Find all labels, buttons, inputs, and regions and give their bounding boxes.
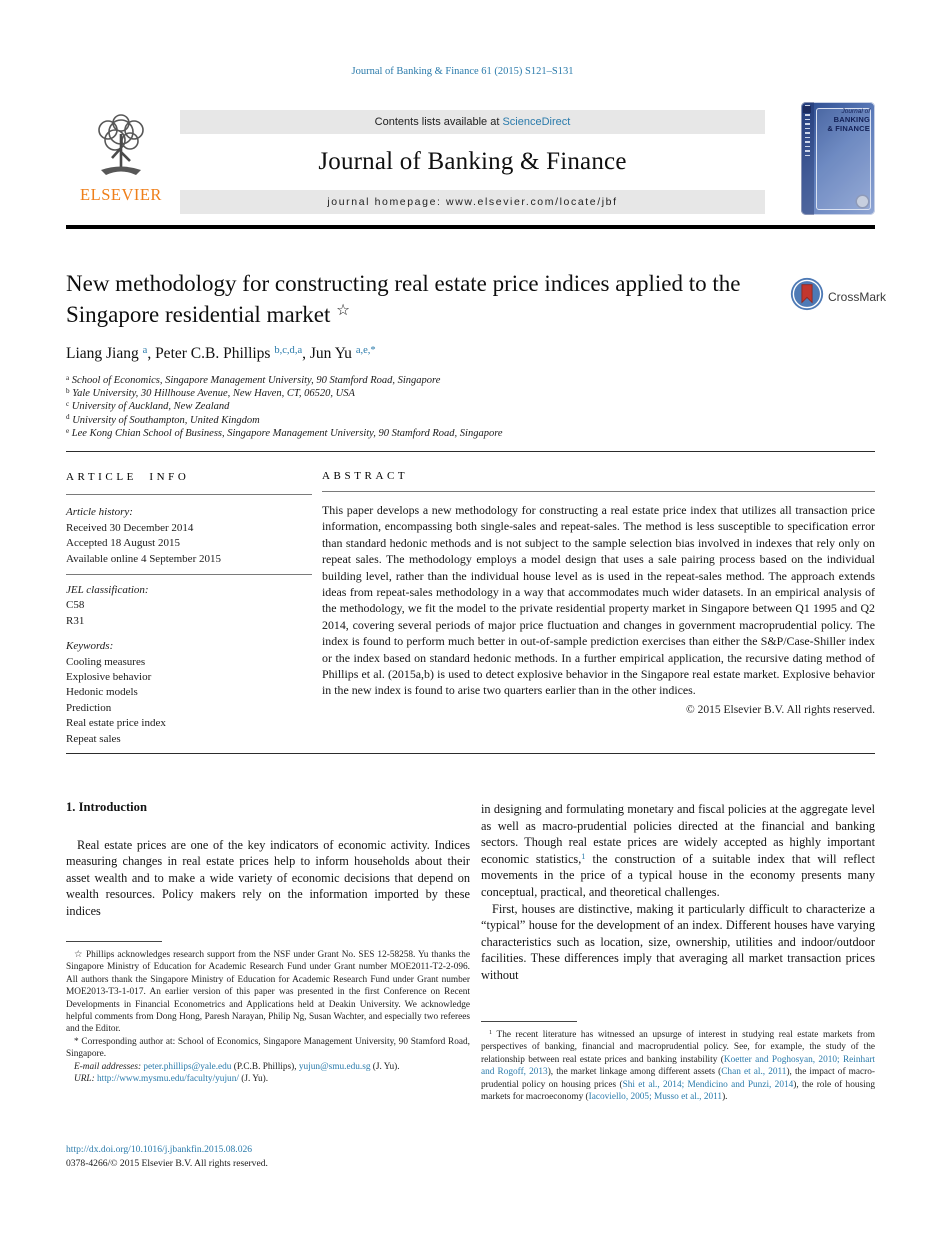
crossmark-label: CrossMark bbox=[828, 289, 887, 304]
url-line: URL: http://www.mysmu.edu/faculty/yujun/ (J. Yu). bbox=[74, 1074, 269, 1085]
masthead-journal-title: Journal of Banking & Finance bbox=[318, 148, 627, 175]
journal-masthead bbox=[66, 108, 875, 216]
elsevier-wordmark: ELSEVIER bbox=[80, 185, 162, 204]
inline-link[interactable]: 1 bbox=[581, 852, 586, 862]
crossmark-icon bbox=[790, 277, 824, 316]
journal-cover-thumbnail[interactable] bbox=[801, 102, 875, 215]
abstract-header: ABSTRACT bbox=[322, 470, 409, 482]
affiliation-line: $^c$ University of Auckland, New Zealand bbox=[66, 400, 230, 413]
footnote-divider bbox=[481, 1021, 577, 1022]
history-line: Available online 4 September 2015 bbox=[66, 552, 221, 565]
affiliation-line: $^d$ University of Southampton, United Kingdom bbox=[66, 413, 260, 426]
inline-link[interactable]: a,e,* bbox=[355, 345, 376, 357]
masthead-journal-title-row bbox=[180, 134, 765, 190]
elsevier-logo[interactable] bbox=[66, 108, 176, 216]
cover-barcode bbox=[803, 106, 811, 113]
article-title: New methodology for constructing real estate price indices applied to the Singapore residential market ☆ bbox=[66, 271, 741, 327]
journal-citation-link[interactable]: Journal of Banking & Finance 61 (2015) S121–S131 bbox=[351, 66, 574, 77]
intro-paragraph: Real estate prices are one of the key indicators of economic activity. Indices measuring changes in real estate prices help to inform households about their asset wealth and to make a wide variety of economic decisions that depend on wealth resources. Policy makers rely on the information imported by these indices bbox=[66, 837, 470, 918]
keywords-label: Keywords: bbox=[66, 640, 114, 653]
inline-link[interactable]: yujun@smu.edu.sg bbox=[298, 1061, 371, 1072]
keyword: Cooling measures bbox=[66, 655, 146, 668]
inline-link[interactable]: http://www.mysmu.edu/faculty/yujun/ bbox=[96, 1074, 239, 1085]
masthead-divider-bar bbox=[66, 225, 875, 229]
affiliations-block bbox=[66, 374, 826, 440]
right-footnote-block bbox=[481, 1021, 875, 1103]
cover-title: Journal of BANKING & FINANCE bbox=[827, 108, 870, 133]
inline-link[interactable]: Shi et al., 2014; Mendicino and Punzi, 2014 bbox=[622, 1079, 794, 1090]
abstract-bottom-rule bbox=[66, 753, 875, 754]
left-footnote-block bbox=[66, 941, 470, 1085]
body-left-column bbox=[66, 799, 470, 920]
article-info-header: ARTICLE INFO bbox=[66, 471, 190, 483]
info-section-top-rule bbox=[66, 451, 875, 452]
contents-lists-line[interactable]: Contents lists available at ScienceDirect bbox=[180, 110, 765, 134]
body-right-column bbox=[481, 801, 875, 984]
history-label: Article history: bbox=[66, 506, 133, 519]
footnote-1: $^1$ The recent literature has witnessed an upsurge of interest in studying real estate markets from perspectives of banking, financial and macroprudential policy. See, for example, the study of the relationship between real estate prices and banking instability (Koetter and Poghosyan, 2010; Reinhart and Rogoff, 2013), the market linkage among different assets (Chan et al., 2011), the impact of macro-prudential policy on housing prices (Shi et al., 2014; Mendicino and Punzi, 2014), the role of housing markets for macroeconomy (Iacoviello, 2005; Musso et al., 2011). bbox=[481, 1029, 875, 1103]
abstract-text: This paper develops a new methodology for constructing a real estate price index that utilizes all transaction price information, encompassing both single-sales and repeat-sales. The method is less susceptible to specification error than standard hedonic methods and is not subject to the sample selection bias involved in indexes that rely only on repeat sales. The methodology employs a model design that uses a sale pairing process based on the individual building level, rather than the individual house level as is used in the repeat-sales method. The approach extends ideas from repeat-sales methodology in a way that accommodates much wider datasets. In an empirical analysis of the methodology, we fit the model to the private residential property market in Singapore between Q1 1995 and Q2 2014, covering several periods of major price fluctuation and changes in government macroprudential policy. The index is found to perform much better in out-of-sample prediction exercises than either the S&P/Case-Shiller index or the index based on standard hedonic methods. In a further empirical application, the recursive dating method of Phillips et al. (2015a,b) is used to detect explosive behavior in the Singapore real estate market. Explosive behavior in the new index is found to arise two quarters earlier than in the other indices. bbox=[322, 503, 875, 698]
acknowledgment-footnote: ☆ Phillips acknowledges research support from the NSF under Grant No. SES 12-58258. Yu thanks the Singapore Ministry of Education for Academic Research Fund under Grant number MOE2011-T2-2-096. All authors thank the Singapore Ministry of Education for Academic Research Fund under Grant number MOE2013-T3-1-017. An earlier version of this paper was presented in the first Conference on Recent Developments in Financial Econometrics and Applications held at Deakin University. We acknowledge helpful comments from Dong Hong, Paresh Narayan, Philip Ng, Susan Wachter, and especially two referees and the Editor. bbox=[66, 950, 470, 1035]
doi-link[interactable]: http://dx.doi.org/10.1016/j.jbankfin.2015.08.026 bbox=[66, 1144, 253, 1155]
crossmark-badge[interactable] bbox=[790, 277, 890, 316]
abstract-header-rule bbox=[322, 491, 875, 492]
copyright-line: © 2015 Elsevier B.V. All rights reserved. bbox=[686, 703, 875, 716]
keyword: Repeat sales bbox=[66, 732, 121, 745]
article-info-column bbox=[66, 470, 312, 747]
inline-link[interactable]: ScienceDirect bbox=[502, 116, 571, 128]
elsevier-tree-icon bbox=[66, 108, 176, 184]
journal-homepage-line[interactable]: journal homepage: www.elsevier.com/locate/jbf bbox=[180, 190, 765, 214]
footnote-divider bbox=[66, 941, 162, 942]
inline-link[interactable]: a bbox=[142, 345, 148, 357]
doi-block bbox=[66, 1143, 470, 1170]
keyword: Real estate price index bbox=[66, 717, 166, 730]
inline-link[interactable]: b,c,d,a bbox=[274, 345, 303, 357]
inline-link[interactable]: Chan et al., 2011 bbox=[721, 1067, 787, 1078]
masthead-center bbox=[180, 110, 765, 214]
affiliation-line: $^e$ Lee Kong Chian School of Business, Singapore Management University, 90 Stamford Road, Singapore bbox=[66, 426, 503, 439]
history-line: Received 30 December 2014 bbox=[66, 521, 194, 534]
keyword: Prediction bbox=[66, 701, 112, 714]
section-heading-introduction: 1. Introduction bbox=[66, 800, 147, 814]
jel-code: R31 bbox=[66, 614, 85, 627]
email-addresses-line: E-mail addresses: peter.phillips@yale.edu (P.C.B. Phillips), yujun@smu.edu.sg (J. Yu). bbox=[74, 1061, 400, 1072]
keyword: Hedonic models bbox=[66, 686, 138, 699]
affiliation-line: $^a$ School of Economics, Singapore Management University, 90 Stamford Road, Singapore bbox=[66, 373, 441, 386]
intro-paragraph-continued: in designing and formulating monetary and fiscal policies at the aggregate level as well as macro-prudential policies directed at the financial and banking sectors. Though real estate prices are widely accepted as highly important economic statistics,$^1$ the construction of a suitable index that will reflect movements in the price of a typical house in the economy presents many conceptual, practical, and theoretical challenges. bbox=[481, 802, 876, 899]
corresponding-author-note: * Corresponding author at: School of Economics, Singapore Management University, 90 Stamford Road, Singapore. bbox=[66, 1036, 470, 1060]
cover-emblem-icon bbox=[857, 196, 868, 207]
history-bottom-rule bbox=[66, 574, 312, 575]
issn-copyright-line: 0378-4266/© 2015 Elsevier B.V. All rights reserved. bbox=[66, 1157, 268, 1169]
abstract-column bbox=[322, 470, 875, 716]
article-info-header-rule bbox=[66, 494, 312, 495]
inline-link[interactable]: Iacoviello, 2005; Musso et al., 2011 bbox=[588, 1092, 723, 1103]
history-line: Accepted 18 August 2015 bbox=[66, 537, 180, 550]
keyword: Explosive behavior bbox=[66, 671, 152, 684]
jel-label: JEL classification: bbox=[66, 584, 149, 597]
inline-link[interactable]: peter.phillips@yale.edu bbox=[143, 1061, 232, 1072]
author-line: Liang Jiang $^a$, Peter C.B. Phillips $^{b,c,d,a}$, Jun Yu $^{a,e,*}$ bbox=[66, 345, 376, 362]
jel-code: C58 bbox=[66, 599, 85, 612]
cover-spine bbox=[801, 102, 814, 215]
inline-link[interactable]: Koetter and Poghosyan, 2010; Reinhart and Rogoff, 2013 bbox=[481, 1054, 875, 1078]
affiliation-line: $^b$ Yale University, 30 Hillhouse Avenue, New Haven, CT, 06520, USA bbox=[66, 387, 355, 400]
intro-paragraph-2: First, houses are distinctive, making it particularly difficult to characterize a “typical” house for the development of an index. Different houses have varying characteristics such as location, size, ownership, utilities and indoor/outdoor facilities. These differences imply that averaging all market transaction prices without bbox=[481, 901, 875, 982]
